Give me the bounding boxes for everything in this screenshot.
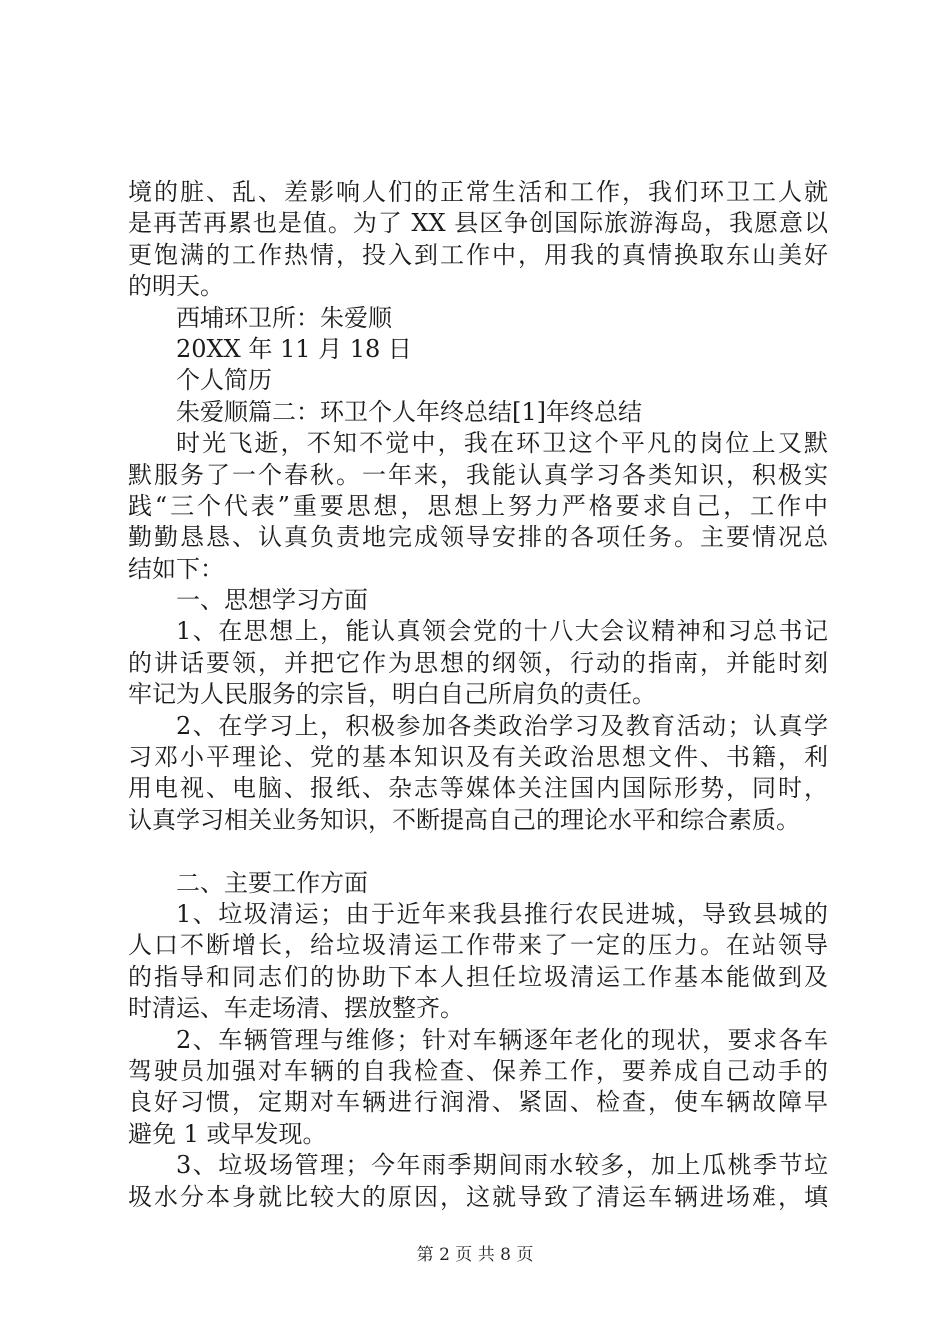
- text-line: 时清运、车走场清、摆放整齐。: [128, 994, 464, 1023]
- text-line: 1、垃圾清运；由于近年来我县推行农民进城，导致县城的: [176, 899, 828, 928]
- text-line: 2、在学习上，积极参加各类政治学习及教育活动；认真学: [176, 711, 828, 740]
- text-line: 牢记为人民服务的宗旨，明白自己所肩负的责任。: [128, 680, 656, 709]
- document-body: [128, 177, 828, 1213]
- text-line: 避免 1 或早发现。: [128, 1119, 327, 1148]
- text-line: 时光飞逝，不知不觉中，我在环卫这个平凡的岗位上又默: [176, 429, 828, 458]
- text-line: 是再苦再累也是值。为了 XX 县区争创国际旅游海岛，我愿意以: [128, 209, 828, 238]
- text-line: 3、垃圾场管理；今年雨季期间雨水较多，加上瓜桃季节垃: [176, 1151, 828, 1180]
- text-line: 的明天。: [128, 272, 224, 301]
- text-line: 勤勤恳恳、认真负责地完成领导安排的各项任务。主要情况总: [128, 523, 828, 552]
- text-line: 习邓小平理论、党的基本知识及有关政治思想文件、书籍，利: [128, 743, 828, 772]
- text-line: 更饱满的工作热情，投入到工作中，用我的真情换取东山美好: [128, 240, 828, 269]
- text-line: 的指导和同志们的协助下本人担任垃圾清运工作基本能做到及: [128, 962, 828, 991]
- text-line: 结如下：: [128, 554, 224, 583]
- text-line: 良好习惯，定期对车辆进行润滑、紧固、检查，使车辆故障早: [128, 1088, 828, 1117]
- text-line: 用电视、电脑、报纸、杂志等媒体关注国内国际形势，同时，: [128, 774, 828, 803]
- text-line: 的讲话要领，并把它作为思想的纲领，行动的指南，并能时刻: [128, 648, 828, 677]
- text-line: 驾驶员加强对车辆的自我检查、保养工作，要养成自己动手的: [128, 1056, 828, 1085]
- text-line: 人口不断增长，给垃圾清运工作带来了一定的压力。在站领导: [128, 931, 828, 960]
- text-line: 默服务了一个春秋。一年来，我能认真学习各类知识，积极实: [128, 460, 828, 489]
- text-line: 1、在思想上，能认真领会党的十八大会议精神和习总书记: [176, 617, 828, 646]
- text-line: 西埔环卫所：朱爱顺: [176, 303, 392, 332]
- text-line: 朱爱顺篇二：环卫个人年终总结[1]年终总结: [176, 397, 642, 426]
- text-line: 个人简历: [176, 366, 272, 395]
- text-line: 20XX 年 11 月 18 日: [176, 334, 412, 363]
- text-line: 践“三个代表”重要思想，思想上努力严格要求自己，工作中: [128, 491, 828, 520]
- text-line: 圾水分本身就比较大的原因，这就导致了清运车辆进场难，填: [128, 1182, 828, 1211]
- text-line: 一、思想学习方面: [176, 586, 368, 615]
- text-line: 境的脏、乱、差影响人们的正常生活和工作，我们环卫工人就: [128, 178, 828, 206]
- text-line: 认真学习相关业务知识，不断提高自己的理论水平和综合素质。: [128, 805, 800, 834]
- blank-line: [128, 836, 828, 867]
- text-line: 2、车辆管理与维修；针对车辆逐年老化的现状，要求各车: [176, 1025, 828, 1054]
- text-line: 二、主要工作方面: [176, 868, 368, 897]
- page-footer: 第 2 页 共 8 页: [416, 1245, 534, 1265]
